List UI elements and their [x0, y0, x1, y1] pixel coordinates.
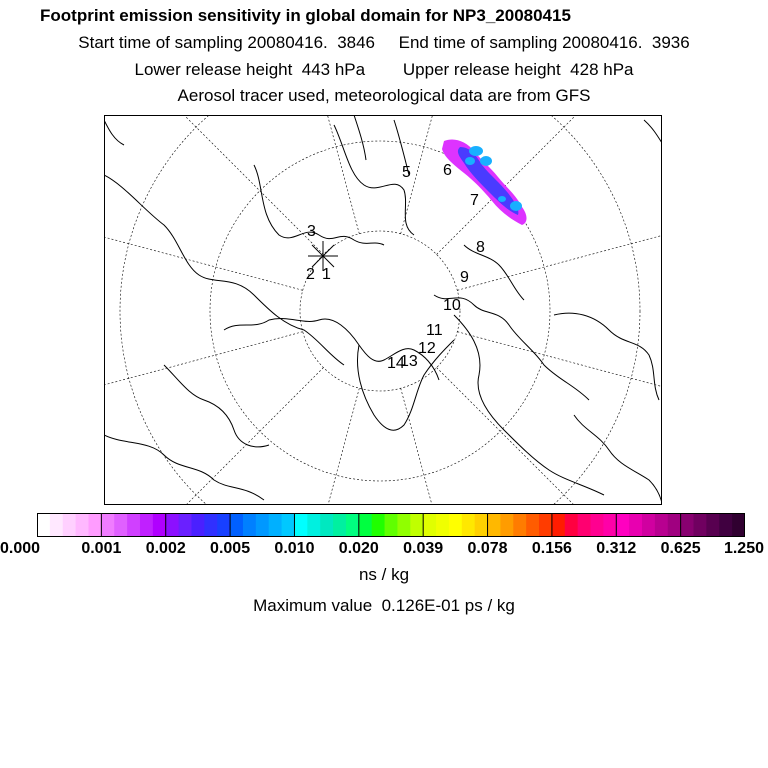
colorbar-cell [565, 513, 578, 537]
trajectory-label: 14 [387, 355, 405, 372]
colorbar-cell [500, 513, 513, 537]
colorbar-cell [694, 513, 707, 537]
map-frame [105, 116, 662, 505]
colorbar-cell [333, 513, 346, 537]
colorbar-cell [578, 513, 591, 537]
colorbar-cell [436, 513, 449, 537]
colorbar-cell [346, 513, 359, 537]
plume-core [498, 196, 506, 202]
trajectory-label: 11 [426, 322, 443, 339]
trajectory-label: 2 [306, 266, 315, 283]
maximum-value: Maximum value 0.126E-01 ps / kg [253, 596, 515, 615]
colorbar-cell [423, 513, 436, 537]
colorbar-cell [88, 513, 101, 537]
colorbar-cell [153, 513, 166, 537]
colorbar-cell [719, 513, 732, 537]
colorbar-cell [552, 513, 565, 537]
tracer-info: Aerosol tracer used, meteorological data are from GFS [177, 86, 591, 105]
trajectory-label: 3 [307, 223, 316, 240]
colorbar-cell [372, 513, 385, 537]
colorbar-tick-label: 0.312 [596, 540, 637, 557]
trajectory-label: 13 [400, 353, 418, 370]
colorbar-tick-label: 0.156 [531, 540, 572, 557]
colorbar-cell [449, 513, 462, 537]
colorbar-unit: ns / kg [358, 565, 410, 584]
colorbar-cell [385, 513, 398, 537]
colorbar-cell [616, 513, 629, 537]
colorbar-cell [397, 513, 410, 537]
colorbar-cell [732, 513, 745, 537]
colorbar-cell [539, 513, 552, 537]
trajectory-label: 12 [418, 340, 436, 357]
colorbar [37, 513, 745, 537]
trajectory-label: 10 [443, 297, 461, 314]
colorbar-cell [591, 513, 604, 537]
colorbar-cell [359, 513, 372, 537]
colorbar-cell [655, 513, 668, 537]
colorbar-cell [166, 513, 179, 537]
trajectory-label: 9 [460, 269, 469, 286]
colorbar-cell [63, 513, 76, 537]
colorbar-tick-label: 0.005 [210, 540, 251, 557]
colorbar-cell [101, 513, 114, 537]
trajectory-label: 5 [402, 164, 411, 181]
colorbar-cell [681, 513, 694, 537]
colorbar-cell [603, 513, 616, 537]
plume-core [465, 157, 475, 165]
colorbar-cell [127, 513, 140, 537]
colorbar-cell [204, 513, 217, 537]
colorbar-cell [488, 513, 501, 537]
plot-title: Footprint emission sensitivity in global domain for NP3_20080415 [40, 6, 571, 25]
colorbar-cell [140, 513, 153, 537]
plume-core [510, 201, 522, 211]
colorbar-cell [50, 513, 63, 537]
colorbar-cell [256, 513, 269, 537]
colorbar-cell [513, 513, 526, 537]
footprint-map [104, 115, 662, 505]
colorbar-tick-label: 1.250 [723, 540, 764, 557]
colorbar-tick-label: 0.002 [145, 540, 186, 557]
colorbar-cell [217, 513, 230, 537]
colorbar-tick-label: 0.010 [274, 540, 315, 557]
trajectory-label: 7 [470, 192, 479, 209]
colorbar-cell [191, 513, 204, 537]
colorbar-cell [475, 513, 488, 537]
colorbar-cell [282, 513, 295, 537]
colorbar-cell [462, 513, 475, 537]
colorbar-cell [526, 513, 539, 537]
colorbar-cell [320, 513, 333, 537]
colorbar-cell [668, 513, 681, 537]
colorbar-cell [706, 513, 719, 537]
colorbar-tick-label: 0.020 [338, 540, 379, 557]
colorbar-cell [76, 513, 89, 537]
colorbar-tick-label: 0.000 [0, 540, 41, 557]
trajectory-label: 8 [476, 239, 485, 256]
plume-core [480, 156, 492, 166]
colorbar-cell [243, 513, 256, 537]
colorbar-cell [230, 513, 243, 537]
trajectory-label: 6 [443, 162, 452, 179]
colorbar-tick-label: 0.001 [81, 540, 122, 557]
plume-core [469, 146, 483, 156]
sampling-times: Start time of sampling 20080416. 3846 End time of sampling 20080416. 3936 [78, 33, 690, 52]
colorbar-tick-label: 0.039 [403, 540, 444, 557]
colorbar-cell [629, 513, 642, 537]
colorbar-tick-label: 0.078 [467, 540, 508, 557]
colorbar-cell [37, 513, 50, 537]
colorbar-cell [307, 513, 320, 537]
release-heights: Lower release height 443 hPa Upper release height 428 hPa [134, 60, 634, 79]
colorbar-tick-label: 0.625 [660, 540, 701, 557]
trajectory-label: 1 [322, 266, 331, 283]
colorbar-cell [410, 513, 423, 537]
colorbar-cell [269, 513, 282, 537]
colorbar-cell [294, 513, 307, 537]
colorbar-cell [114, 513, 127, 537]
colorbar-cell [642, 513, 655, 537]
colorbar-cell [179, 513, 192, 537]
